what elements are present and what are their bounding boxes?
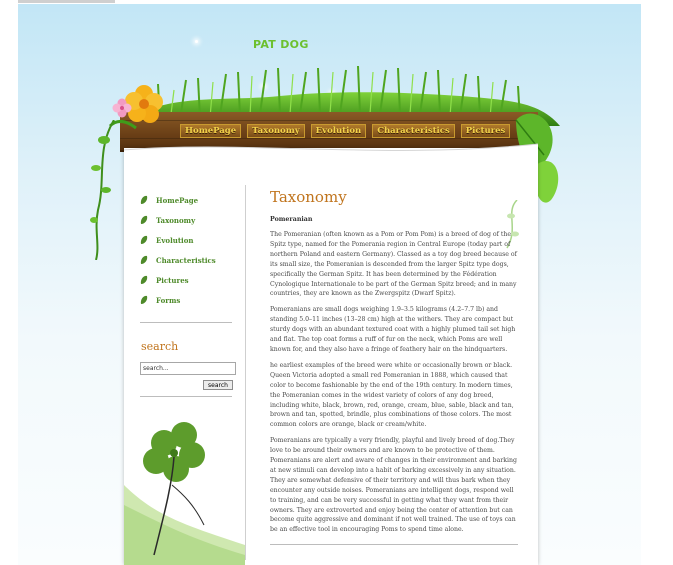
nav-item-pictures[interactable]: Pictures	[461, 124, 511, 138]
paragraph: Pomeranians are small dogs weighing 1.9–3.5 kilograms (4.2–7.7 lb) and standing 5.0–11 inches (13–28 cm) high at the withers. They are compact but sturdy dogs with an abundant textured coat with a highly plumed tail set high and flat. The top coat forms a ruff of fur on the neck, which Poms are well known for, and they also have a fringe of feathery hair on the hindquarters.	[270, 306, 516, 353]
section-subheading: Pomeranian	[270, 216, 313, 223]
leaf-icon	[140, 255, 148, 265]
paragraph: The Pomeranian (often known as a Pom or Pom Pom) is a breed of dog of the Spitz type, named for the Pomerania region in Central Europe (today part of northern Poland and eastern Germany). Classed as a toy dog breed because of its small size, the Pomeranian is descended from the larger Spitz type dogs, specifically the German Spitz. It has been determined by the Fédération Cynologique Internationale to be part of the German Spitz breed; and in many countries, they are known as the Zwergspitz (Dwarf Spitz).	[270, 231, 517, 298]
search-input[interactable]	[140, 362, 236, 375]
paper-curl-decoration	[124, 140, 538, 180]
sidebar-nav	[140, 190, 232, 310]
column-divider	[245, 185, 246, 560]
sidebar-divider	[140, 396, 232, 397]
nav-item-homepage[interactable]: HomePage	[180, 124, 241, 138]
nav-item-evolution[interactable]: Evolution	[311, 124, 367, 138]
content-footer-divider	[270, 544, 518, 545]
top-strip	[18, 0, 115, 3]
sidebar-item-label: Taxonomy	[156, 215, 196, 225]
sidebar-item-pictures[interactable]	[140, 270, 232, 290]
sidebar-item-label: Pictures	[156, 275, 189, 285]
sidebar-item-label: Forms	[156, 295, 181, 305]
paragraph: he earliest examples of the breed were white or occasionally brown or black. Queen Victoria adopted a small red Pomeranian in 1888, which caused that color to become fashionable by the end of the 19th century. In modern times, the Pomeranian comes in the widest variety of colors of any dog breed, including white, black, brown, red, orange, cream, blue, sable, black and tan, brown and tan, spotted, brindle, plus combinations of those colors. The most common colors are orange, black or cream/white.	[270, 361, 514, 429]
sidebar-item-label: HomePage	[156, 195, 199, 205]
site-title[interactable]: PAT DOG	[253, 38, 309, 51]
nav-item-characteristics[interactable]: Characteristics	[372, 124, 455, 138]
leaf-icon	[140, 215, 148, 225]
sidebar-divider	[140, 322, 232, 323]
sidebar-item-label: Evolution	[156, 235, 194, 245]
top-nav	[180, 124, 510, 138]
sidebar-item-homepage[interactable]	[140, 190, 232, 210]
sidebar-item-evolution[interactable]	[140, 230, 232, 250]
leaf-icon	[140, 275, 148, 285]
leaf-icon	[140, 195, 148, 205]
sparkle	[195, 40, 198, 43]
paragraph: Pomeranians are typically a very friendly, playful and lively breed of dog.They love to be around their owners and are known to be protective of them. Pomeranians are alert and aware of changes in their environment and barking at new stimuli can develop into a habit of barking excessively in any situation. They are somewhat defensive of their territory and will thus bark when they encounter any outside noises. Pomeranians are intelligent dogs, respond well to training, and can be very successful in getting what they want from their owners. They are extroverted and enjoy being the center of attention but can become quite aggressive and dominant if not well trained. The use of toys can be an effective tool in encouraging Poms to spend time alone.	[270, 437, 517, 534]
sidebar-item-forms[interactable]	[140, 290, 232, 310]
left-vine-decoration-icon	[86, 120, 126, 260]
search-button[interactable]: search	[203, 380, 233, 390]
nav-item-taxonomy[interactable]: Taxonomy	[247, 124, 305, 138]
sidebar-item-characteristics[interactable]	[140, 250, 232, 270]
search-heading: search	[141, 340, 179, 353]
leaf-icon	[140, 295, 148, 305]
clover-decoration-icon	[124, 405, 245, 565]
main-content	[270, 188, 518, 541]
page-title: Taxonomy	[270, 188, 347, 206]
leaf-icon	[140, 235, 148, 245]
sidebar-item-label: Characteristics	[156, 255, 216, 265]
sidebar-item-taxonomy[interactable]	[140, 210, 232, 230]
